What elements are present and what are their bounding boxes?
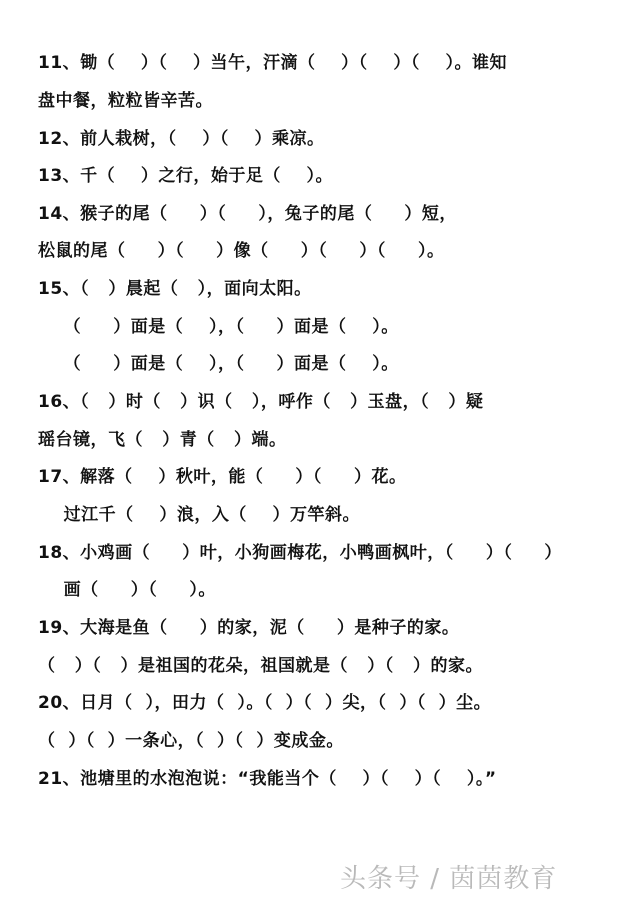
q12-line: 12、前人栽树，（ ）（ ）乘凉。 — [38, 129, 325, 149]
q15-line3: （ ）面是（ ），（ ）面是（ ）。 — [38, 354, 399, 374]
q11-line2: 盘中餐，粒粒皆辛苦。 — [38, 91, 213, 111]
q17-line2: 过江千（ ）浪，入（ ）万竿斜。 — [38, 505, 361, 525]
q20-line1: 20、日月（ ），田力（ ）。（ ）（ ）尖，（ ）（ ）尘。 — [38, 693, 492, 713]
q16-line2: 瑶台镜，飞（ ）青（ ）端。 — [38, 430, 287, 450]
q20-line2: （ ）（ ）一条心，（ ）（ ）变成金。 — [38, 731, 344, 751]
q13-line: 13、千（ ）之行，始于足（ ）。 — [38, 166, 334, 186]
q15-line1: 15、（ ）晨起（ ），面向太阳。 — [38, 279, 312, 299]
q14-line2: 松鼠的尾（ ）（ ）像（ ）（ ）（ ）。 — [38, 241, 445, 261]
watermark: 头条号 / 茵茵教育 — [340, 864, 558, 894]
q18-line1: 18、小鸡画（ ）叶，小狗画梅花，小鸭画枫叶，（ ）（ ） — [38, 543, 562, 563]
q14-line1: 14、猴子的尾（ ）（ ），兔子的尾（ ）短， — [38, 204, 457, 224]
q16-line1: 16、（ ）时（ ）识（ ），呼作（ ）玉盘，（ ）疑 — [38, 392, 484, 412]
q18-line2: 画（ ）（ ）。 — [38, 580, 216, 600]
q19-line1: 19、大海是鱼（ ）的家，泥（ ）是种子的家。 — [38, 618, 460, 638]
q11-line1: 11、锄（ ）（ ）当午，汗滴（ ）（ ）（ ）。谁知 — [38, 53, 508, 73]
q15-line2: （ ）面是（ ），（ ）面是（ ）。 — [38, 317, 399, 337]
q17-line1: 17、解落（ ）秋叶，能（ ）（ ）花。 — [38, 467, 407, 487]
q19-line2: （ ）（ ）是祖国的花朵，祖国就是（ ）（ ）的家。 — [38, 656, 484, 676]
q21-line: 21、池塘里的水泡泡说：“我能当个（ ）（ ）（ ）。” — [38, 769, 497, 789]
